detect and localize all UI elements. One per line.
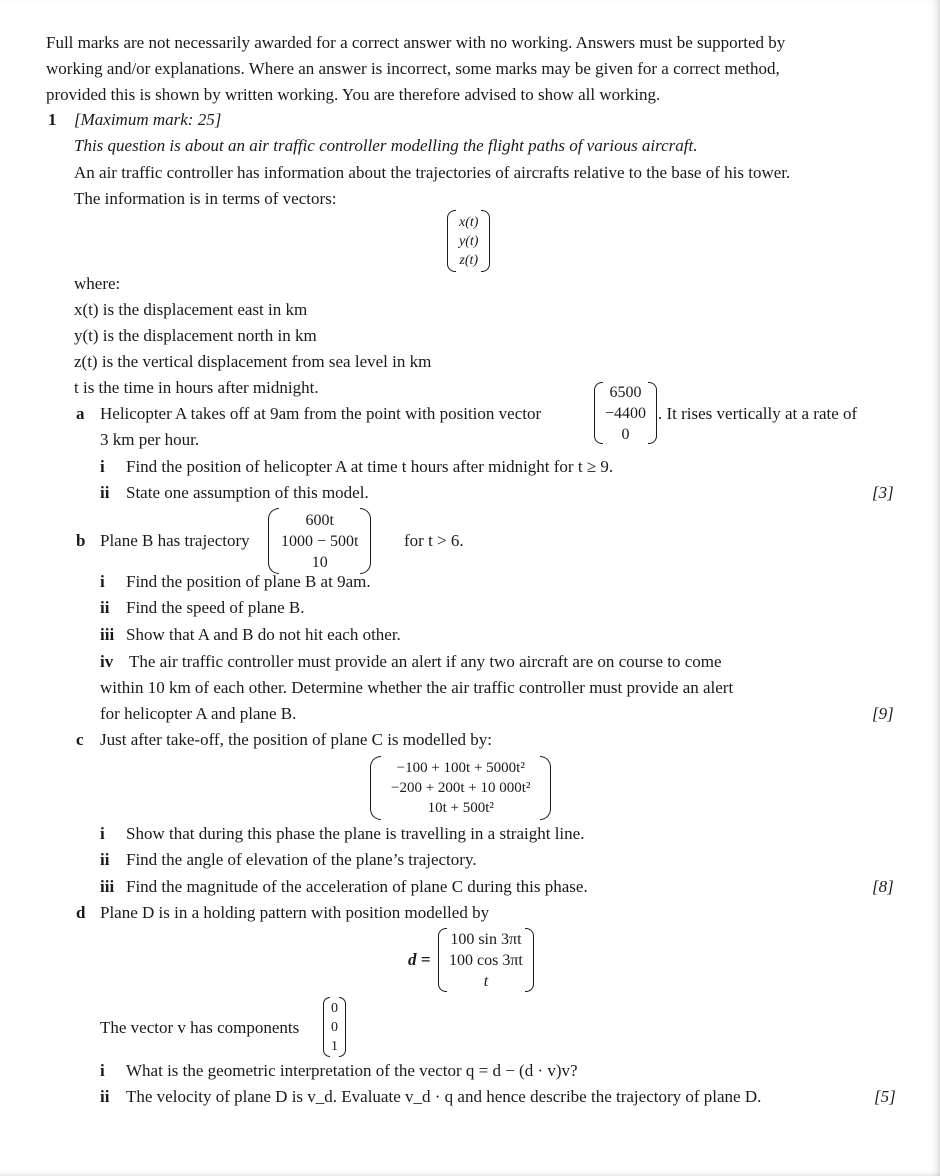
definition-x: x(t) is the displacement east in km xyxy=(74,300,308,319)
part-a-text-after: . It rises vertically at a rate of xyxy=(658,404,858,423)
part-b-letter: b xyxy=(76,531,86,550)
vector-component: 6500 xyxy=(609,383,642,401)
plane-c-position-vector xyxy=(370,756,551,820)
vector-component: 600t xyxy=(305,511,334,529)
part-d-lhs: d = xyxy=(408,950,431,969)
part-d-i-num: i xyxy=(100,1061,105,1080)
vector-component: 1000 − 500t xyxy=(281,532,359,550)
question-number: 1 xyxy=(48,110,57,129)
part-b-iii-text: Show that A and B do not hit each other. xyxy=(126,625,401,644)
part-a-letter: a xyxy=(76,404,85,423)
part-d-ii-num: ii xyxy=(100,1087,110,1106)
part-b-iv-text: The air traffic controller must provide an alert if any two aircraft are on course to come xyxy=(129,652,722,671)
vector-component: 0 xyxy=(331,1019,338,1035)
part-b-iv-line-2: within 10 km of each other. Determine whether the air traffic controller must provide an alert xyxy=(100,678,734,697)
part-d-text: Plane D is in a holding pattern with position modelled by xyxy=(100,903,490,922)
part-d-ii-text: The velocity of plane D is v_d. Evaluate v_d · q and hence describe the trajectory of plane D. xyxy=(126,1087,762,1106)
vector-component: −100 + 100t + 5000t² xyxy=(396,760,525,776)
vector-component: −4400 xyxy=(605,404,647,422)
part-b-ii-num: ii xyxy=(100,598,110,617)
intro-line-3: provided this is shown by written working. You are therefore advised to show all working. xyxy=(46,85,661,104)
part-a-i-num: i xyxy=(100,457,105,476)
part-c-i-num: i xyxy=(100,824,105,843)
vector-z: z(t) xyxy=(459,252,479,268)
vector-x: x(t) xyxy=(459,214,479,230)
plane-b-trajectory-vector xyxy=(268,508,371,574)
part-a-marks: [3] xyxy=(872,483,894,502)
part-a-ii-num: ii xyxy=(100,483,110,502)
question-about: This question is about an air traffic controller modelling the flight paths of various aircraft. xyxy=(74,136,698,155)
vector-component: 0 xyxy=(331,1000,338,1016)
vector-component: 100 sin 3πt xyxy=(450,930,522,948)
part-a-ii-text: State one assumption of this model. xyxy=(126,483,369,502)
position-vector-general xyxy=(447,210,490,272)
part-d-v-text: The vector v has components xyxy=(100,1018,300,1037)
vector-y: y(t) xyxy=(459,233,479,249)
part-c-iii-text: Find the magnitude of the acceleration of plane C during this phase. xyxy=(126,877,588,896)
intro-line-1: Full marks are not necessarily awarded for a correct answer with no working. Answers must be supported by xyxy=(46,33,786,52)
vector-component: 10t + 500t² xyxy=(427,800,494,816)
part-b-marks: [9] xyxy=(872,704,894,723)
part-c-i-text: Show that during this phase the plane is travelling in a straight line. xyxy=(126,824,585,843)
definition-t: t is the time in hours after midnight. xyxy=(74,378,319,397)
plane-d-position-vector xyxy=(438,928,534,992)
part-c-ii-num: ii xyxy=(100,850,110,869)
part-b-iv-line-3: for helicopter A and plane B. xyxy=(100,704,297,723)
part-b-text-after: for t > 6. xyxy=(404,531,464,550)
vector-v-components xyxy=(323,997,346,1057)
part-c-ii-text: Find the angle of elevation of the plane’s trajectory. xyxy=(126,850,477,869)
part-b-iv-num: iv xyxy=(100,652,114,671)
part-b-ii-text: Find the speed of plane B. xyxy=(126,598,305,617)
part-b-i-text: Find the position of plane B at 9am. xyxy=(126,572,371,591)
part-c-text: Just after take-off, the position of plane C is modelled by: xyxy=(100,730,493,749)
helicopter-a-start-vector xyxy=(594,382,657,444)
part-b-i-num: i xyxy=(100,572,105,591)
vector-component: 10 xyxy=(311,553,328,571)
info-line-1: An air traffic controller has information about the trajectories of aircrafts relative to the base of his tower. xyxy=(74,163,791,182)
part-d-i-text: What is the geometric interpretation of the vector q = d − (d · v)v? xyxy=(126,1061,578,1080)
part-a-line-2: 3 km per hour. xyxy=(100,430,200,449)
vector-component: 1 xyxy=(331,1038,338,1054)
definition-z: z(t) is the vertical displacement from sea level in km xyxy=(74,352,432,371)
intro-line-2: working and/or explanations. Where an answer is incorrect, some marks may be given for a correct method, xyxy=(46,59,780,78)
part-c-iii-num: iii xyxy=(100,877,115,896)
part-c-marks: [8] xyxy=(872,877,894,896)
where-label: where: xyxy=(74,274,121,293)
part-a-i-text: Find the position of helicopter A at time t hours after midnight for t ≥ 9. xyxy=(126,457,614,476)
part-a-text: Helicopter A takes off at 9am from the point with position vector xyxy=(100,404,542,423)
vector-component: 0 xyxy=(621,425,630,443)
part-b-text: Plane B has trajectory xyxy=(100,531,250,550)
part-b-iii-num: iii xyxy=(100,625,115,644)
info-line-2: The information is in terms of vectors: xyxy=(74,189,337,208)
part-c-letter: c xyxy=(76,730,84,749)
vector-component: −200 + 200t + 10 000t² xyxy=(391,780,531,796)
vector-component: t xyxy=(483,972,489,990)
definition-y: y(t) is the displacement north in km xyxy=(74,326,317,345)
part-d-marks: [5] xyxy=(874,1087,896,1106)
part-d-letter: d xyxy=(76,903,86,922)
max-mark: [Maximum mark: 25] xyxy=(74,110,222,129)
vector-component: 100 cos 3πt xyxy=(449,951,523,969)
